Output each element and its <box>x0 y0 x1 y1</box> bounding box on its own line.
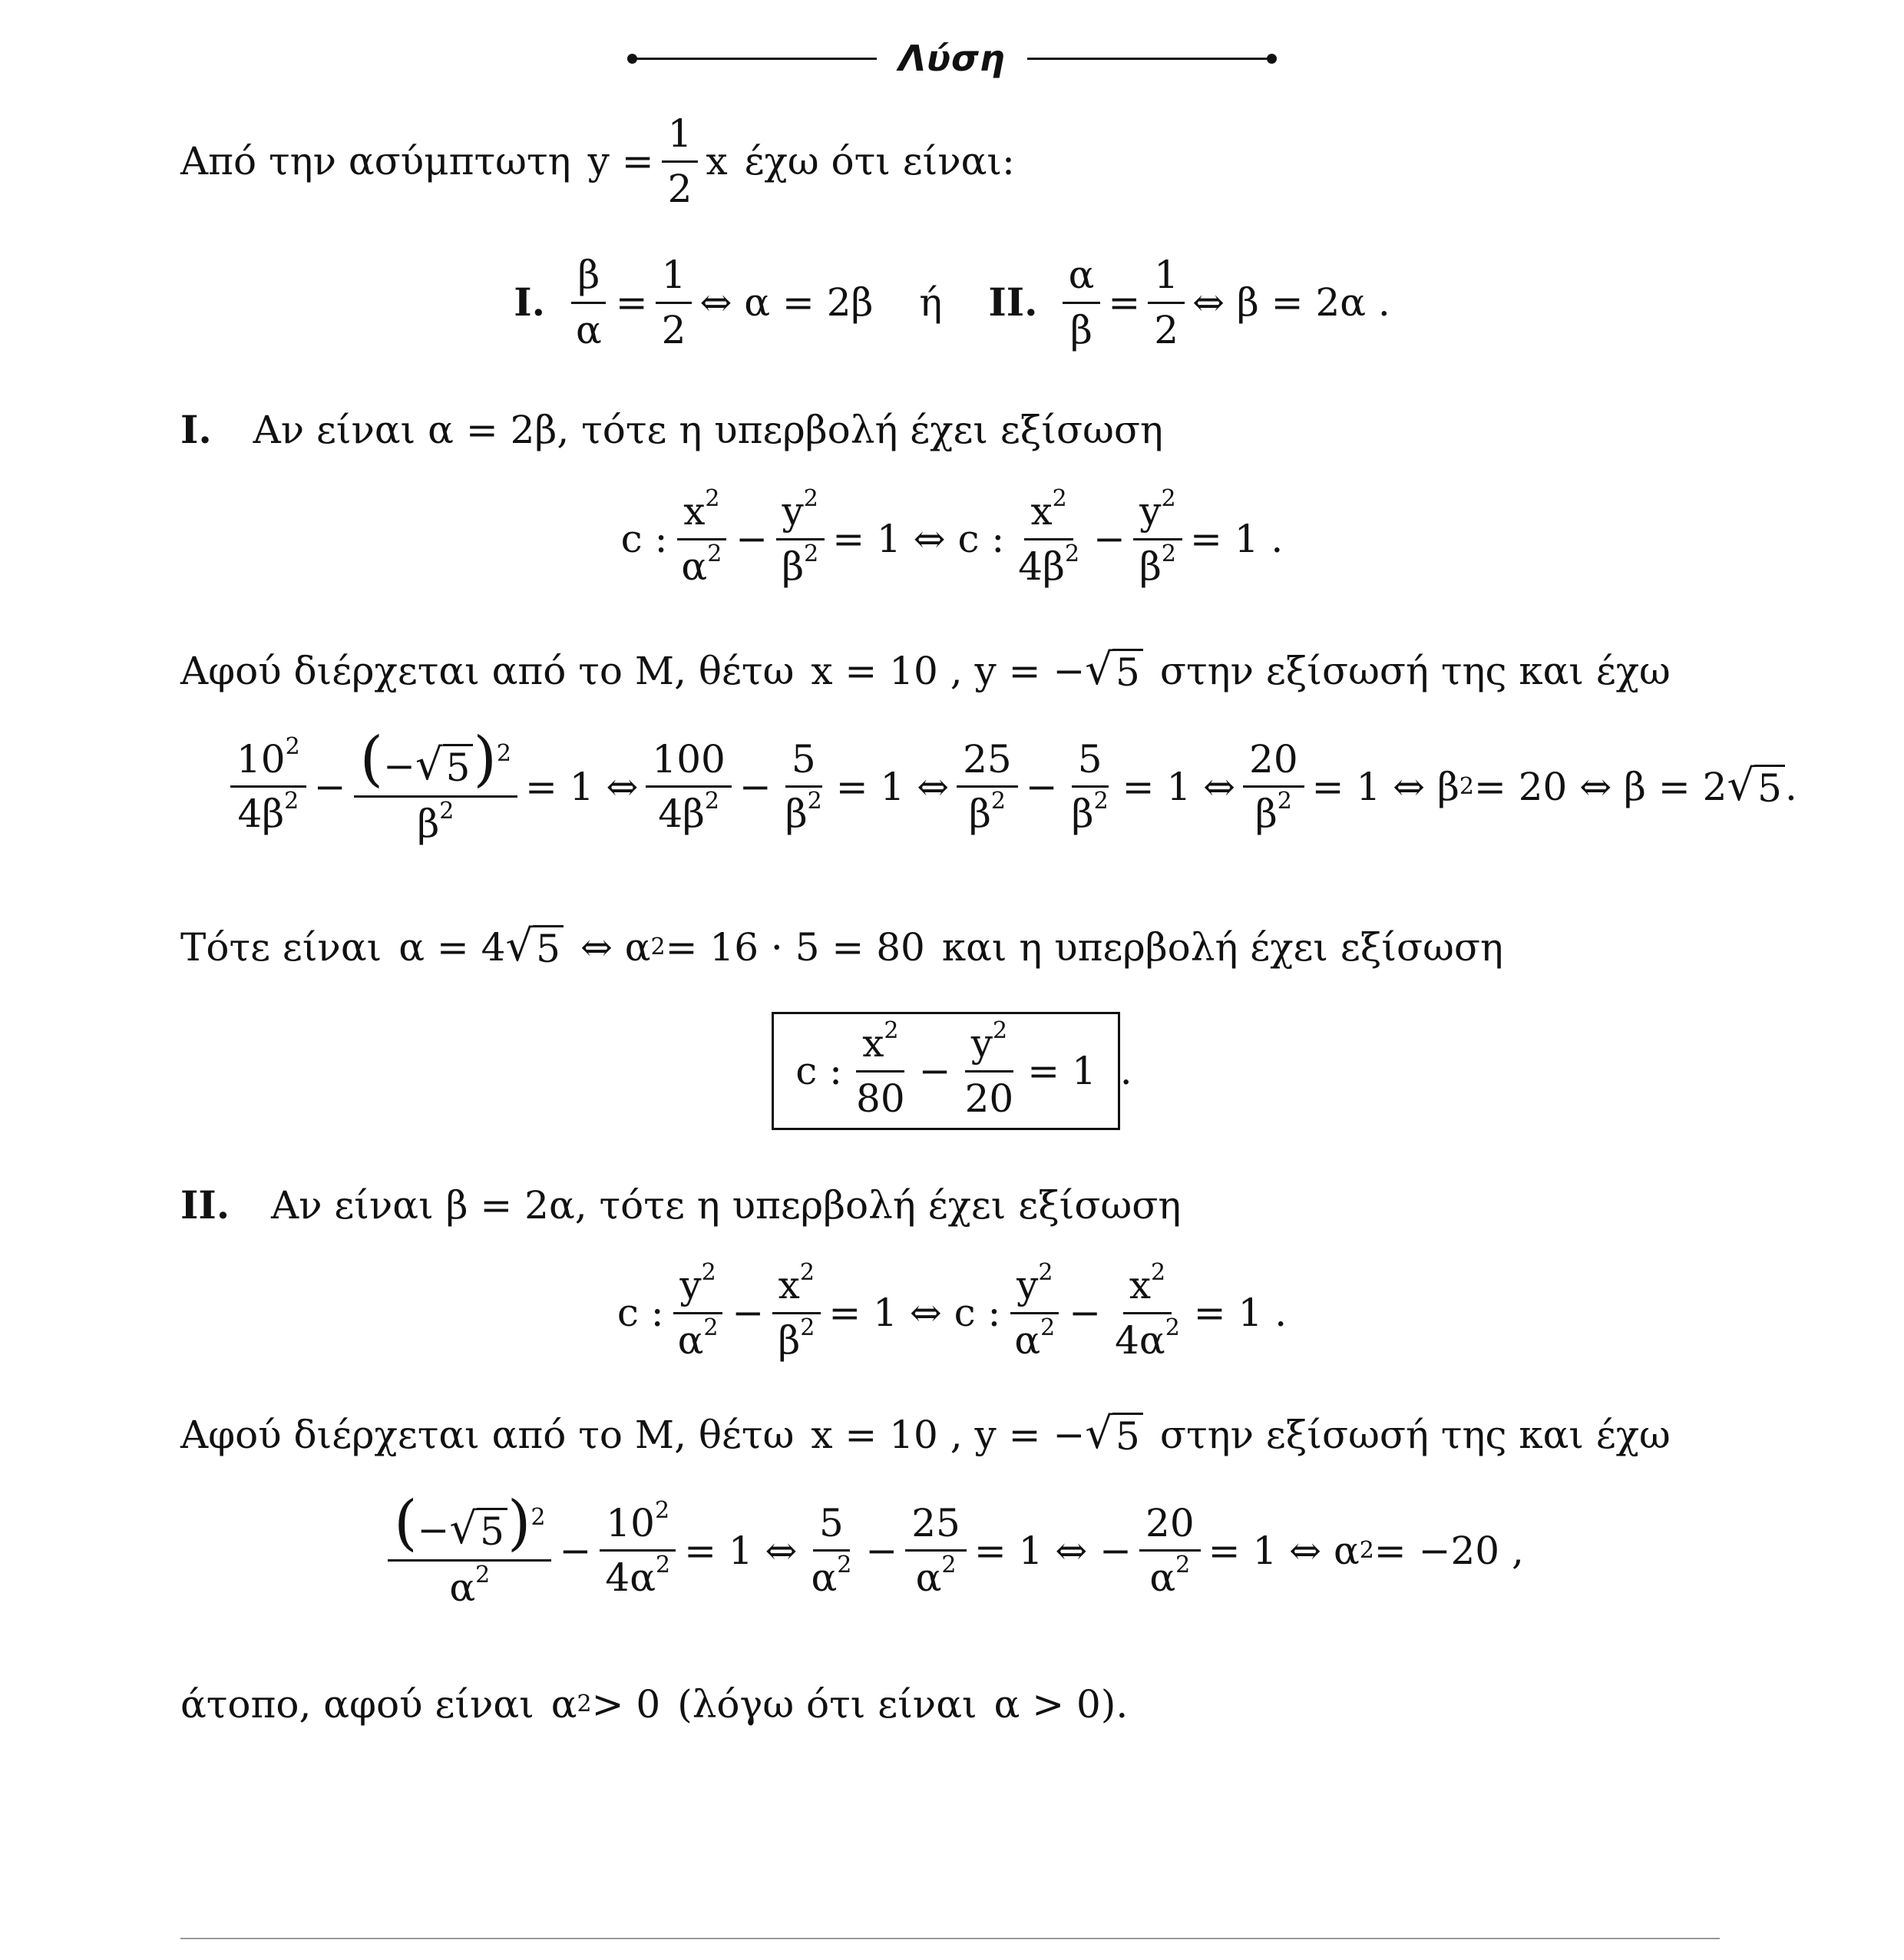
then-text-end: και η υπερβολή έχει εξίσωση <box>941 924 1503 970</box>
beta-computation: $\frac{10^2}{4\beta^2}$ − (− √ 5 )$^2$ $\beta^2$ = 1 ⇔ $\frac{100}{4\beta^2}$ − $\frac{5}{\beta^2}$ = 1 ⇔ $\frac{25}{\beta^2}$ − $\frac{5}{\beta^2}$ = 1 ⇔ $\frac{20}{\beta^2}$ = 1 ⇔ β 2 = 20 ⇔ β = 2 √ 5 . <box>223 729 1797 844</box>
alpha-result-line: Τότε είναι α = 4 √ 5 ⇔ α 2 = 16 · 5 = 80 και η υπερβολή έχει εξίσωση <box>180 921 1503 971</box>
point-text-b: στην εξίσωσή της και έχω <box>1159 648 1671 693</box>
case-two-text-b: , τότε η υπερβολή έχει εξίσωση <box>574 1183 1182 1228</box>
asymptote-intro: Από την ασύμπτωτη <box>180 139 571 183</box>
final-equation-box: c : $\frac{x^2}{80}$ − $\frac{y^2}{20}$ = 1 . <box>0 1012 1904 1130</box>
alpha-computation: (− √ 5 )$^2$ $\alpha^2$ − $\frac{10^2}{4\alpha^2}$ = 1 ⇔ $\frac{5}{\alpha^2}$ − $\frac{25}{\alpha^2}$ = 1 ⇔ − $\frac{20}{\alpha^2}$ = 1 ⇔ α 2 = −20 , <box>0 1493 1904 1608</box>
asymptote-conclusion: έχω ότι είναι: <box>744 139 1015 183</box>
point-text-a: Αφού διέρχεται από το Μ, θέτω <box>180 648 795 693</box>
asymptote-line: Από την ασύμπτωτη y = $\frac{1}{2}$ x έχω ότι είναι: <box>180 111 1015 211</box>
case-two-label: II. <box>180 1182 230 1228</box>
case-one-mark: I. <box>514 279 545 325</box>
point2-text-a: Αφού διέρχεται από το Μ, θέτω <box>180 1412 795 1457</box>
case-one-statement: I. Αν είναι α = 2β, τότε η υπερβολή έχει εξίσωση <box>180 407 1163 452</box>
heading-rule-left <box>630 58 877 60</box>
case-one-text-b: , τότε η υπερβολή έχει εξίσωση <box>557 408 1163 452</box>
solution-heading <box>630 28 1274 89</box>
case-one-equation: c : $\frac{x^2}{\alpha^2}$ − $\frac{y^2}{\beta^2}$ = 1 ⇔ c : $\frac{x^2}{4\beta^2}$ − $\frac{y^2}{\beta^2}$ = 1 . <box>620 485 1284 589</box>
absurd-conclusion: άτοπο, αφού είναι α 2 > 0 (λόγω ότι είναι α > 0 ). <box>180 1682 1129 1727</box>
cases-equation: I. $\frac{\beta}{\alpha}$ = $\frac{1}{2}$ ⇔ α = 2β ή II. $\frac{\alpha}{\beta}$ = $\frac{1}{2}$ ⇔ β = 2α . <box>514 253 1390 352</box>
or-word: ή <box>919 280 943 325</box>
case-two-equation: c : $\frac{y^2}{\alpha^2}$ − $\frac{x^2}{\beta^2}$ = 1 ⇔ c : $\frac{y^2}{\alpha^2}$ − $\frac{x^2}{4\alpha^2}$ = 1 . <box>616 1259 1288 1363</box>
case-one-label: I. <box>180 407 212 452</box>
case-one-text-a: Αν είναι <box>253 408 416 452</box>
absurd-text-a: άτοπο, αφού είναι <box>180 1682 534 1727</box>
absurd-text-b: (λόγω ότι είναι <box>677 1682 977 1727</box>
heading-title: Λύση <box>898 38 1006 79</box>
case-two-text-a: Αν είναι <box>271 1183 434 1228</box>
then-text: Τότε είναι <box>180 924 382 970</box>
footer-rule <box>180 1938 1720 1939</box>
case-two-mark: II. <box>988 279 1038 325</box>
absurd-text-c: ). <box>1100 1682 1129 1727</box>
case-two-statement: II. Αν είναι β = 2α, τότε η υπερβολή έχει εξίσωση <box>180 1182 1182 1228</box>
heading-rule-right <box>1027 58 1274 60</box>
point2-text-b: στην εξίσωσή της και έχω <box>1159 1412 1671 1457</box>
point-substitution-line-2: Αφού διέρχεται από το Μ, θέτω x = 10 , y = − √ 5 στην εξίσωσή της και έχω <box>180 1409 1671 1459</box>
point-substitution-line: Αφού διέρχεται από το Μ, θέτω x = 10 , y = − √ 5 στην εξίσωσή της και έχω <box>180 645 1671 695</box>
